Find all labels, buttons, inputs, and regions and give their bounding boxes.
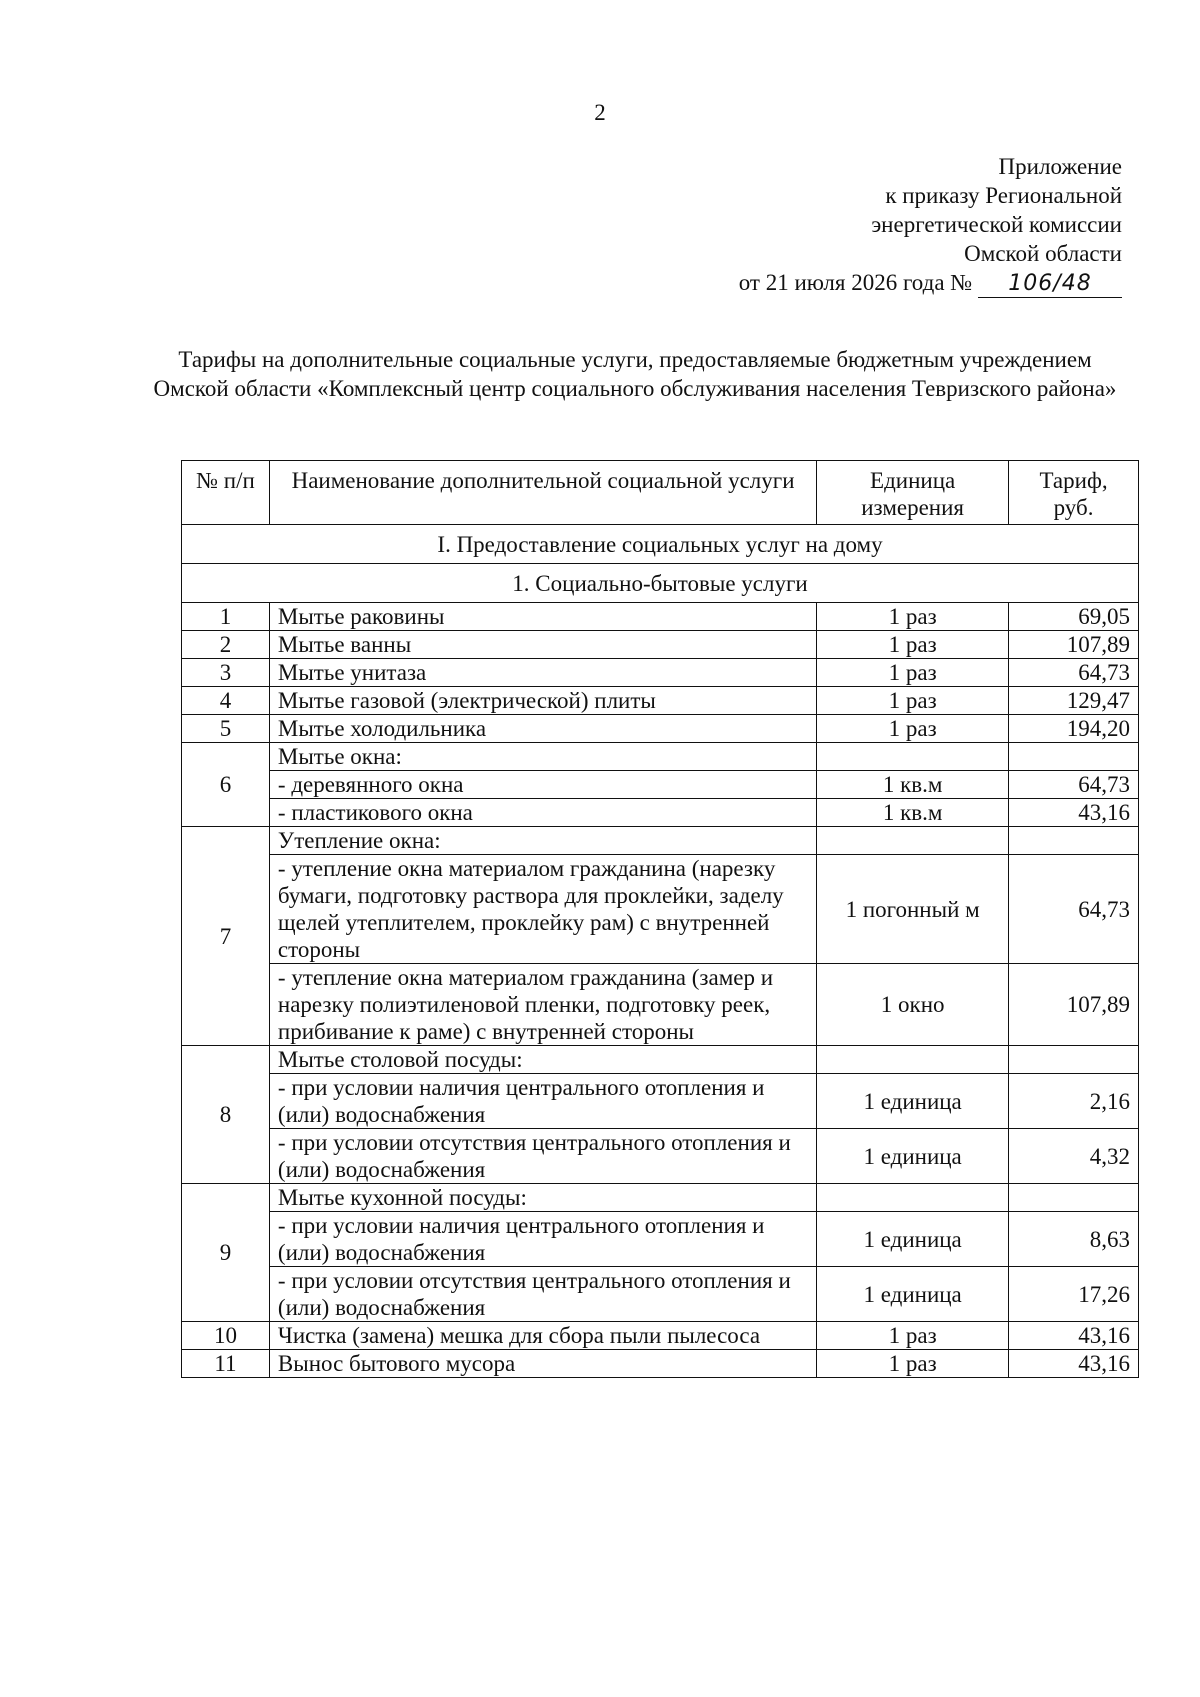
tariffs-table bbox=[181, 460, 1139, 1378]
table-row bbox=[182, 1074, 1139, 1129]
unit-cell: 1 единица bbox=[817, 1074, 1009, 1129]
table-row bbox=[182, 964, 1139, 1046]
section-title: I. Предоставление социальных услуг на дому bbox=[182, 525, 1139, 564]
header-tariff: Тариф, руб. bbox=[1009, 461, 1139, 525]
row-number: 9 bbox=[182, 1184, 270, 1322]
tariff-cell: 43,16 bbox=[1009, 1350, 1139, 1378]
service-subitem-name: - при условии отсутствия центрального отопления и (или) водоснабжения bbox=[269, 1267, 816, 1322]
header-num: № п/п bbox=[182, 461, 270, 525]
appendix-line: энергетической комиссии bbox=[871, 212, 1122, 237]
tariff-cell: 64,73 bbox=[1009, 771, 1139, 799]
table-row bbox=[182, 1350, 1139, 1378]
service-group-name: Мытье столовой посуды: bbox=[269, 1046, 816, 1074]
unit-cell: 1 единица bbox=[817, 1212, 1009, 1267]
row-number: 8 bbox=[182, 1046, 270, 1184]
unit-cell: 1 кв.м bbox=[817, 771, 1009, 799]
table-row bbox=[182, 1322, 1139, 1350]
table-row bbox=[182, 631, 1139, 659]
unit-cell: 1 раз bbox=[817, 1350, 1009, 1378]
unit-cell: 1 раз bbox=[817, 687, 1009, 715]
table-row bbox=[182, 1267, 1139, 1322]
unit-cell: 1 единица bbox=[817, 1267, 1009, 1322]
appendix-line: к приказу Региональной bbox=[885, 183, 1122, 208]
row-number: 11 bbox=[182, 1350, 270, 1378]
unit-cell: 1 единица bbox=[817, 1129, 1009, 1184]
handwritten-order-number: 106/48 bbox=[978, 271, 1122, 298]
service-subitem-name: - при условии отсутствия центрального отопления и (или) водоснабжения bbox=[269, 1129, 816, 1184]
row-number: 4 bbox=[182, 687, 270, 715]
page-number: 2 bbox=[594, 100, 606, 125]
service-group-name: Утепление окна: bbox=[269, 827, 816, 855]
service-name: Мытье газовой (электрической) плиты bbox=[269, 687, 816, 715]
unit-cell: 1 раз bbox=[817, 715, 1009, 743]
tariff-cell: 129,47 bbox=[1009, 687, 1139, 715]
unit-cell: 1 кв.м bbox=[817, 799, 1009, 827]
table-row bbox=[182, 1129, 1139, 1184]
unit-cell: 1 раз bbox=[817, 603, 1009, 631]
unit-cell bbox=[817, 1046, 1009, 1074]
table-row bbox=[182, 659, 1139, 687]
service-subitem-name: - при условии наличия центрального отопления и (или) водоснабжения bbox=[269, 1074, 816, 1129]
unit-cell: 1 раз bbox=[817, 631, 1009, 659]
tariff-cell: 107,89 bbox=[1009, 631, 1139, 659]
row-number: 3 bbox=[182, 659, 270, 687]
service-group-name: Мытье окна: bbox=[269, 743, 816, 771]
unit-cell: 1 раз bbox=[817, 659, 1009, 687]
appendix-line: Омской области bbox=[964, 241, 1122, 266]
header-unit: Единица измерения bbox=[817, 461, 1009, 525]
row-number: 6 bbox=[182, 743, 270, 827]
table-row bbox=[182, 827, 1139, 855]
service-name: Чистка (замена) мешка для сбора пыли пылесоса bbox=[269, 1322, 816, 1350]
service-subitem-name: - при условии наличия центрального отопления и (или) водоснабжения bbox=[269, 1212, 816, 1267]
tariff-cell: 194,20 bbox=[1009, 715, 1139, 743]
tariff-cell: 64,73 bbox=[1009, 855, 1139, 964]
tariff-cell: 17,26 bbox=[1009, 1267, 1139, 1322]
subsection-title: 1. Социально-бытовые услуги bbox=[182, 564, 1139, 603]
appendix-header bbox=[739, 152, 1122, 298]
unit-cell: 1 раз bbox=[817, 1322, 1009, 1350]
tariff-cell bbox=[1009, 827, 1139, 855]
service-name: Мытье холодильника bbox=[269, 715, 816, 743]
table-row bbox=[182, 1212, 1139, 1267]
table-row bbox=[182, 603, 1139, 631]
table-row bbox=[182, 1184, 1139, 1212]
tariff-cell: 64,73 bbox=[1009, 659, 1139, 687]
table-row bbox=[182, 771, 1139, 799]
service-subitem-name: - утепление окна материалом гражданина (замер и нарезку полиэтиленовой пленки, подготовку реек, прибивание к раме) с внутренней стороны bbox=[269, 964, 816, 1046]
tariff-cell: 43,16 bbox=[1009, 1322, 1139, 1350]
tariff-cell bbox=[1009, 1046, 1139, 1074]
service-group-name: Мытье кухонной посуды: bbox=[269, 1184, 816, 1212]
service-name: Мытье унитаза bbox=[269, 659, 816, 687]
row-number: 5 bbox=[182, 715, 270, 743]
document-title: Тарифы на дополнительные социальные услуги, предоставляемые бюджетным учреждением Омской области «Комплексный центр социального обслуживания населения Тевризского района» bbox=[153, 347, 1117, 401]
tariff-cell: 4,32 bbox=[1009, 1129, 1139, 1184]
service-name: Вынос бытового мусора bbox=[269, 1350, 816, 1378]
unit-cell bbox=[817, 1184, 1009, 1212]
row-number: 2 bbox=[182, 631, 270, 659]
header-name: Наименование дополнительной социальной услуги bbox=[269, 461, 816, 525]
table-row bbox=[182, 715, 1139, 743]
appendix-line: Приложение bbox=[998, 154, 1122, 179]
subsection-row bbox=[182, 564, 1139, 603]
tariff-cell: 43,16 bbox=[1009, 799, 1139, 827]
table-row bbox=[182, 799, 1139, 827]
table-row bbox=[182, 855, 1139, 964]
unit-cell bbox=[817, 827, 1009, 855]
unit-cell bbox=[817, 743, 1009, 771]
appendix-date-line bbox=[739, 268, 1122, 298]
appendix-date-text: от 21 июля 2026 года № bbox=[738, 270, 973, 295]
table-row bbox=[182, 1046, 1139, 1074]
section-row bbox=[182, 525, 1139, 564]
row-number: 7 bbox=[182, 827, 270, 1046]
unit-cell: 1 окно bbox=[817, 964, 1009, 1046]
table-row bbox=[182, 743, 1139, 771]
tariff-cell: 8,63 bbox=[1009, 1212, 1139, 1267]
tariff-cell bbox=[1009, 743, 1139, 771]
unit-cell: 1 погонный м bbox=[817, 855, 1009, 964]
row-number: 1 bbox=[182, 603, 270, 631]
tariff-cell: 2,16 bbox=[1009, 1074, 1139, 1129]
service-subitem-name: - пластикового окна bbox=[269, 799, 816, 827]
service-name: Мытье ванны bbox=[269, 631, 816, 659]
row-number: 10 bbox=[182, 1322, 270, 1350]
service-subitem-name: - утепление окна материалом гражданина (нарезку бумаги, подготовку раствора для проклейки, заделу щелей утеплителем, проклейку рам) с внутренней стороны bbox=[269, 855, 816, 964]
service-name: Мытье раковины bbox=[269, 603, 816, 631]
service-subitem-name: - деревянного окна bbox=[269, 771, 816, 799]
tariff-cell: 69,05 bbox=[1009, 603, 1139, 631]
tariff-cell: 107,89 bbox=[1009, 964, 1139, 1046]
table-row bbox=[182, 687, 1139, 715]
tariff-cell bbox=[1009, 1184, 1139, 1212]
table-header-row bbox=[182, 461, 1139, 525]
